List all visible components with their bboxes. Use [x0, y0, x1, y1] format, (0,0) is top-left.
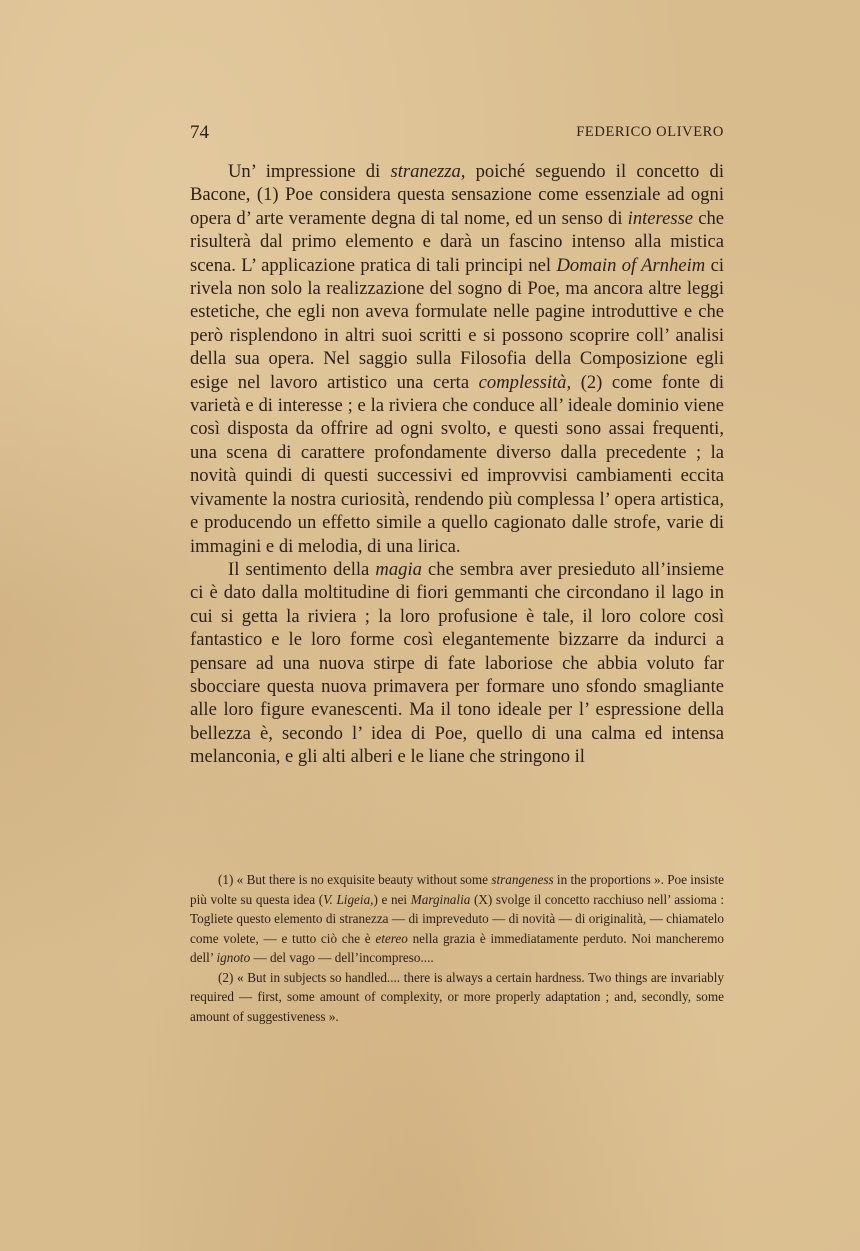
page-number: 74 [190, 122, 209, 143]
text-run: Il sentimento della [228, 558, 376, 580]
emphasis: interesse [627, 207, 694, 229]
text-run: ci rivela non solo la realizzazione del sogno di Poe, ma ancora altre leggi estetiche, che egli non aveva formulate nelle pagine introduttive e che però risplendono in altri suoi scritti e si possono scoprire coll’ analisi della sua opera. Nel saggio sulla Filosofia della Composizione egli esige nel lavoro artistico una certa [190, 254, 724, 393]
text-run: (X) svolge il concetto racchiuso nell’ assioma : Togliete questo elemento di stranezza — di impreveduto — di novità — di originalità, — chiamatelo come volete, — e tutto ciò che è [190, 891, 725, 946]
emphasis: complessità, [478, 371, 572, 393]
running-head: FEDERICO OLIVERO [576, 124, 724, 140]
text-run: (2) come fonte di varietà e di interesse ; e la riviera che conduce all’ ideale dominio viene così disposta da offrire ad ogni svolto, e questi sono assai frequenti, una scena di carattere profondamente diverso dalla precedente ; la novità quindi di questi successivi ed improvvisi cambiamenti eccita vivamente la nostra curiosità, rendendo più complessa l’ opera artistica, e producendo un effetto simile a quello cagionato dalle strofe, varie di immagini e di melodia, di una lirica. [190, 371, 724, 557]
footnotes [190, 870, 724, 1026]
emphasis: ignoto [216, 950, 251, 965]
paragraph-1 [190, 160, 724, 558]
footnote-1 [190, 870, 724, 968]
text-run: (1) « But there is no exquisite beauty without some [218, 872, 492, 887]
footnote-2 [190, 968, 724, 1027]
text-run: che sembra aver presieduto all’insieme ci è dato dalla moltitudine di fiori gemmanti che circondano il lago in cui si getta la riviera ; la loro profusione è tale, il loro colore così fantastico e le loro forme così elegantemente bizzarre da indurci a pensare ad una nuova stirpe di fate laboriose che abbia voluto far sbocciare questa nuova primavera per formare uno sfondo smagliante alle loro figure evanescenti. Ma il tono ideale per l’ espressione della bellezza è, secondo l’ idea di Poe, quello di una calma ed intensa melanconia, e gli alti alberi e le liane che stringono il [190, 558, 725, 768]
text-run: nella grazia è immediatamente perduto. Noi mancheremo dell’ [190, 930, 724, 965]
emphasis: Marginalia [410, 891, 471, 907]
emphasis: magia [375, 558, 422, 580]
emphasis: V. Ligeia, [323, 891, 374, 907]
page-header [190, 122, 724, 148]
text-run: Un’ impressione di [228, 161, 391, 182]
text-run: (2) « But in subjects so handled.... there is always a certain hardness. Two things are invariably required — first, some amount of complexity, or more properly adaptation ; and, secondly, some amount of suggestiveness ». [190, 969, 724, 1024]
emphasis: stranezza, [390, 161, 466, 182]
text-run: ) e nei [373, 891, 411, 907]
paragraph-2 [190, 558, 724, 769]
emphasis: strangeness [491, 872, 554, 887]
main-text [190, 160, 724, 769]
text-run: in the proportions ». Poe insiste più volte su questa idea ( [190, 872, 724, 907]
text-run: — del vago — dell’incompreso.... [250, 950, 434, 965]
text-run: poiché seguendo il concetto di Bacone, (1) Poe considera questa sensazione come essenziale ad ogni opera d’ arte veramente degna di tal nome, ed un senso di [190, 161, 724, 229]
text-run: che risulterà dal primo elemento e darà un fascino intenso alla mistica scena. L’ applicazione pratica di tali principi nel [190, 207, 725, 276]
emphasis: etereo [375, 930, 408, 946]
emphasis: Domain of Arnheim [556, 254, 706, 276]
